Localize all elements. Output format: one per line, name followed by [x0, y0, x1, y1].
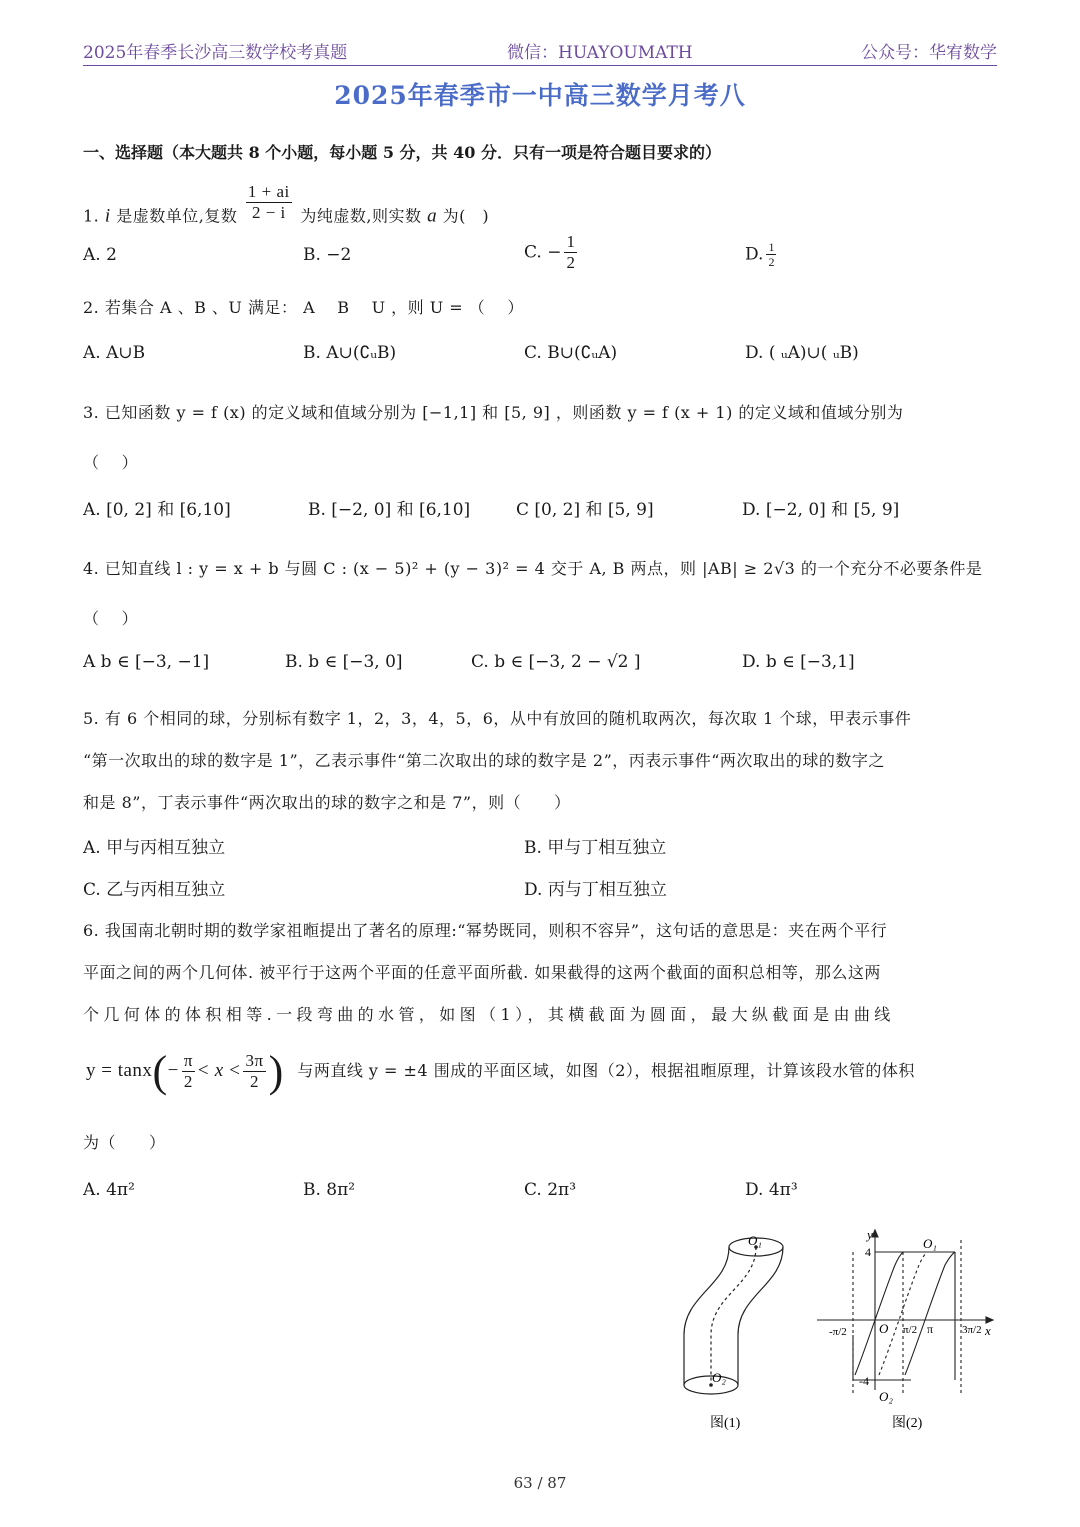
- label-o2: O₂: [712, 1370, 726, 1385]
- figure-1-caption: 图(1): [710, 1416, 741, 1431]
- tick-3pi-over-2: 3π/2: [962, 1324, 982, 1336]
- tick-pi-over-2: π/2: [903, 1324, 918, 1336]
- q6-option-d[interactable]: D. 4π³: [745, 1180, 798, 1200]
- page-number: 63 / 87: [513, 1474, 567, 1492]
- q4-option-b[interactable]: B. b ∈ [−3, 0]: [285, 652, 403, 672]
- q5-option-c[interactable]: C. 乙与丙相互独立: [83, 880, 226, 900]
- q2-option-a[interactable]: A. A∪B: [83, 343, 146, 363]
- q4-option-a[interactable]: A b ∈ [−3, −1]: [83, 652, 210, 672]
- question-5-line-3: 和是 8”，丁表示事件“两次取出的球的数字之和是 7”，则（ ）: [83, 793, 571, 812]
- q6-option-a[interactable]: A. 4π²: [83, 1180, 135, 1200]
- question-5-line-1: 5. 有 6 个相同的球，分别标有数字 1，2，3，4，5，6，从中有放回的随机取两次，每次取 1 个球，甲表示事件: [83, 709, 912, 728]
- figure-1-pipe: [672, 1225, 802, 1435]
- q3-option-a[interactable]: A. [0, 2] 和 [6,10]: [83, 500, 231, 520]
- question-1-stem: 1. i 是虚数单位,复数 $\frac{1 + ai}{2 - i}$ 为纯虚数,则实数 a 为( ): [83, 182, 490, 227]
- question-6-line-5: 为（ ）: [83, 1133, 166, 1152]
- header-divider: [83, 65, 997, 66]
- question-6-line-4: y = tanx(− $\frac{\pi}{2}$ < x < $\frac{3\pi}{2}$ ) 与两直线 y = ±4 围成的平面区域，如图（2），根据祖暅原理，计算该段水管的体积: [86, 1047, 915, 1096]
- page-header: [83, 38, 997, 64]
- q5-option-d[interactable]: D. 丙与丁相互独立: [524, 880, 667, 900]
- tick-minus-4: -4: [859, 1374, 869, 1388]
- q5-option-b[interactable]: B. 甲与丁相互独立: [524, 838, 667, 858]
- tick-pi: π: [927, 1322, 934, 1336]
- q2-option-c[interactable]: C. B∪(∁ᵤA): [524, 343, 618, 363]
- q3-option-b[interactable]: B. [−2, 0] 和 [6,10]: [308, 500, 471, 520]
- q4-option-d[interactable]: D. b ∈ [−3,1]: [742, 652, 855, 672]
- axis-y-label: y: [867, 1227, 873, 1242]
- header-right: 公众号：华宥数学: [861, 43, 997, 63]
- question-3-stem: 3. 已知函数 y = f (x) 的定义域和值域分别为 [−1,1] 和 [5, 9] ，则函数 y = f (x + 1) 的定义域和值域分别为: [83, 403, 904, 422]
- header-left: 2025年春季长沙高三数学校考真题: [83, 43, 348, 63]
- q1-option-b[interactable]: B. −2: [303, 245, 352, 265]
- q5-option-a[interactable]: A. 甲与丙相互独立: [83, 838, 226, 858]
- tick-4: 4: [865, 1245, 871, 1259]
- q2-option-b[interactable]: B. A∪(∁ᵤB): [303, 343, 397, 363]
- question-4-stem: 4. 已知直线 l : y = x + b 与圆 C : (x − 5)² + (y − 3)² = 4 交于 A, B 两点，则 |AB| ≥ 2√3 的一个充分不必要条件是: [83, 559, 983, 578]
- label-o2: O₂: [879, 1389, 893, 1404]
- figure-2-caption: 图(2): [892, 1416, 923, 1431]
- fraction: $\frac{1 + ai}{2 - i}$: [247, 182, 290, 223]
- page-title: 2025年春季市一中高三数学月考八: [334, 81, 746, 110]
- label-origin: O: [879, 1321, 889, 1336]
- q2-option-d[interactable]: D. ( ᵤA)∪( ᵤB): [745, 343, 859, 363]
- label-o1: O₁: [923, 1236, 937, 1251]
- q1-option-c[interactable]: C. − $\frac{1}{2}$: [524, 232, 575, 273]
- q6-option-b[interactable]: B. 8π²: [303, 1180, 356, 1200]
- q1-option-a[interactable]: A. 2: [83, 245, 117, 265]
- question-6-line-1: 6. 我国南北朝时期的数学家祖暅提出了著名的原理:“幂势既同，则积不容异”，这句话的意思是：夹在两个平行: [83, 921, 888, 940]
- question-6-line-3: 个几何体的体积相等.一段弯曲的水管，如图（1），其横截面为圆面，最大纵截面是由曲线: [83, 1005, 895, 1024]
- question-4-paren: （ ）: [83, 609, 139, 628]
- question-2-stem: 2. 若集合 A 、B 、U 满足： A B U ，则 U = （ ）: [83, 298, 524, 317]
- header-center: 微信：HUAYOUMATH: [507, 43, 693, 63]
- label-o1: O₁: [748, 1233, 762, 1248]
- question-6-line-2: 平面之间的两个几何体. 被平行于这两个平面的任意平面所截. 如果截得的这两个截面的面积总相等，那么这两: [83, 963, 881, 982]
- q3-option-c[interactable]: C [0, 2] 和 [5, 9]: [516, 500, 654, 520]
- tick-minus-pi-over-2: -π/2: [829, 1326, 847, 1338]
- q4-option-c[interactable]: C. b ∈ [−3, 2 − √2 ]: [471, 652, 641, 672]
- q1-option-d[interactable]: D. $\frac{1}{2}$: [745, 240, 775, 270]
- section-heading: 一、选择题（本大题共 8 个小题，每小题 5 分，共 40 分．只有一项是符合题目要求的）: [83, 143, 721, 162]
- question-3-paren: （ ）: [83, 453, 139, 472]
- figure-2-graph: [815, 1225, 1000, 1435]
- axis-x-label: x: [985, 1323, 991, 1338]
- question-5-line-2: “第一次取出的球的数字是 1”，乙表示事件“第二次取出的球的数字是 2”，丙表示事件“两次取出的球的数字之: [83, 751, 885, 770]
- q3-option-d[interactable]: D. [−2, 0] 和 [5, 9]: [742, 500, 900, 520]
- q6-option-c[interactable]: C. 2π³: [524, 1180, 577, 1200]
